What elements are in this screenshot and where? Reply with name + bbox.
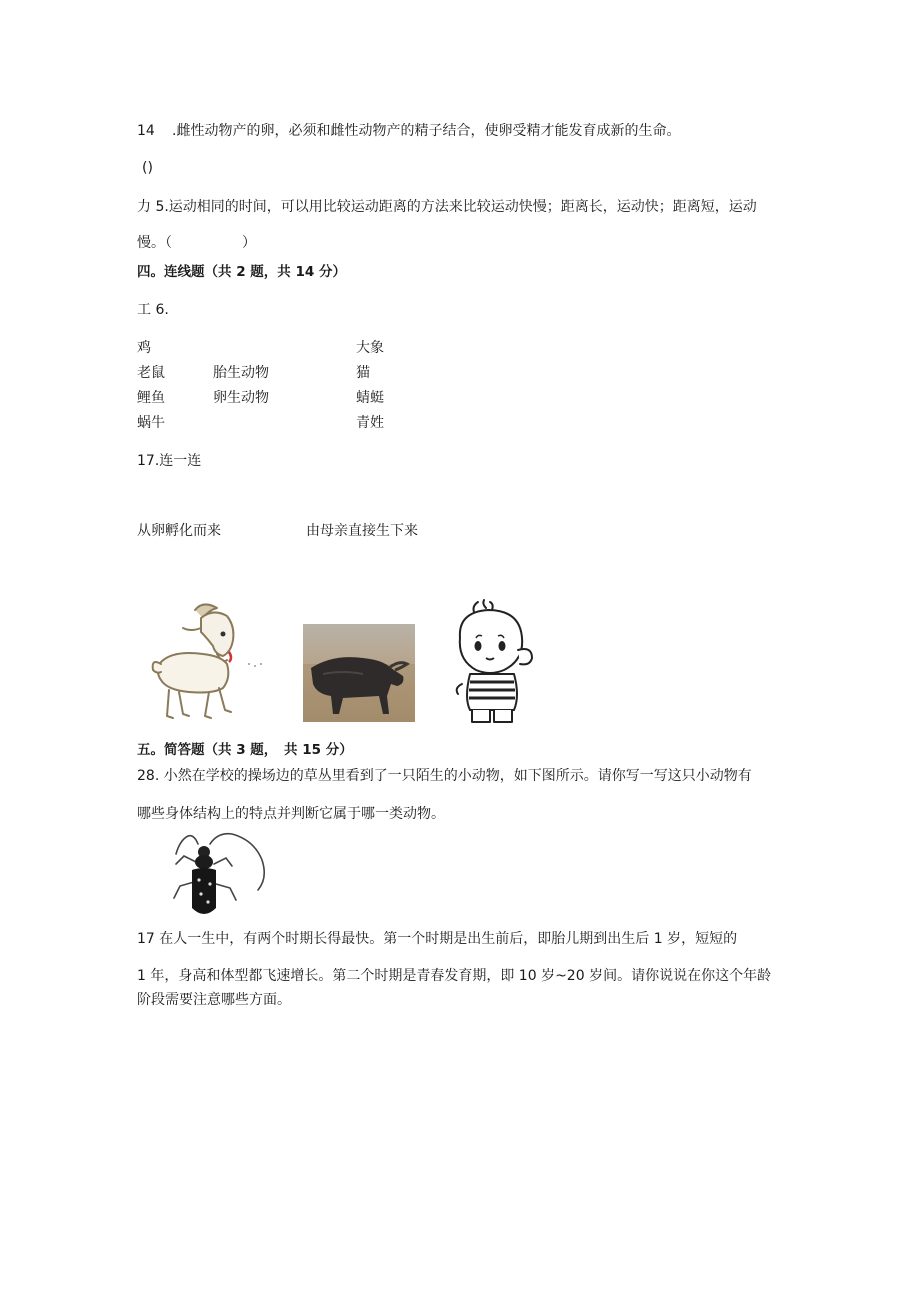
middle-item: 胎生动物 [213,365,269,381]
right-item: 蜻蜓 [356,390,384,406]
q28-line2: 哪些身体结构上的特点并判断它属于哪一类动物。 [137,806,445,822]
buffalo-icon [303,624,415,722]
q17b-line3: 阶段需要注意哪些方面。 [137,992,291,1008]
section4-heading: 四。连线题（共 2 题，共 14 分） [137,264,346,280]
left-item: 鲤鱼 [137,390,165,406]
right-item: 猫 [356,365,370,381]
q15-line1: 力 5.运动相同的时间，可以用比较运动距离的方法来比较运动快慢；距离长，运动快；距离短，运动 [137,199,757,215]
section5-heading: 五。简答题（共 3 题， 共 15 分） [137,742,353,758]
q17b-line1: 17 在人一生中，有两个时期长得最快。第一个时期是出生前后，即胎儿期到出生后 1 岁，短短的 [137,931,738,947]
q14-blank: () [142,160,153,176]
q17-option-b: 由母亲直接生下来 [306,523,418,539]
q14-number: 14 [137,123,155,139]
right-item: 大象 [356,340,384,356]
middle-item: 卵生动物 [213,390,269,406]
baby-icon [448,598,538,728]
q16-number: 工 6. [137,302,169,318]
goat-icon [143,598,267,728]
q17-option-a: 从卵孵化而来 [137,523,221,539]
left-item: 蜗牛 [137,415,165,431]
q15-line2: 慢。（ ） [137,235,256,251]
q28-line1: 28. 小然在学校的操场边的草丛里看到了一只陌生的小动物，如下图所示。请你写一写这只小动物有 [137,768,752,784]
beetle-icon [158,830,270,922]
q17b-line2: 1 年，身高和体型都飞速增长。第二个时期是青春发育期，即 10 岁~20 岁间。请你说说在你这个年龄 [137,968,772,984]
left-item: 老鼠 [137,365,165,381]
q14-text: .雌性动物产的卵，必须和雌性动物产的精子结合，使卵受精才能发育成新的生命。 [172,123,681,139]
q17-number: 17.连一连 [137,453,202,469]
right-item: 青姓 [356,415,384,431]
left-item: 鸡 [137,340,151,356]
